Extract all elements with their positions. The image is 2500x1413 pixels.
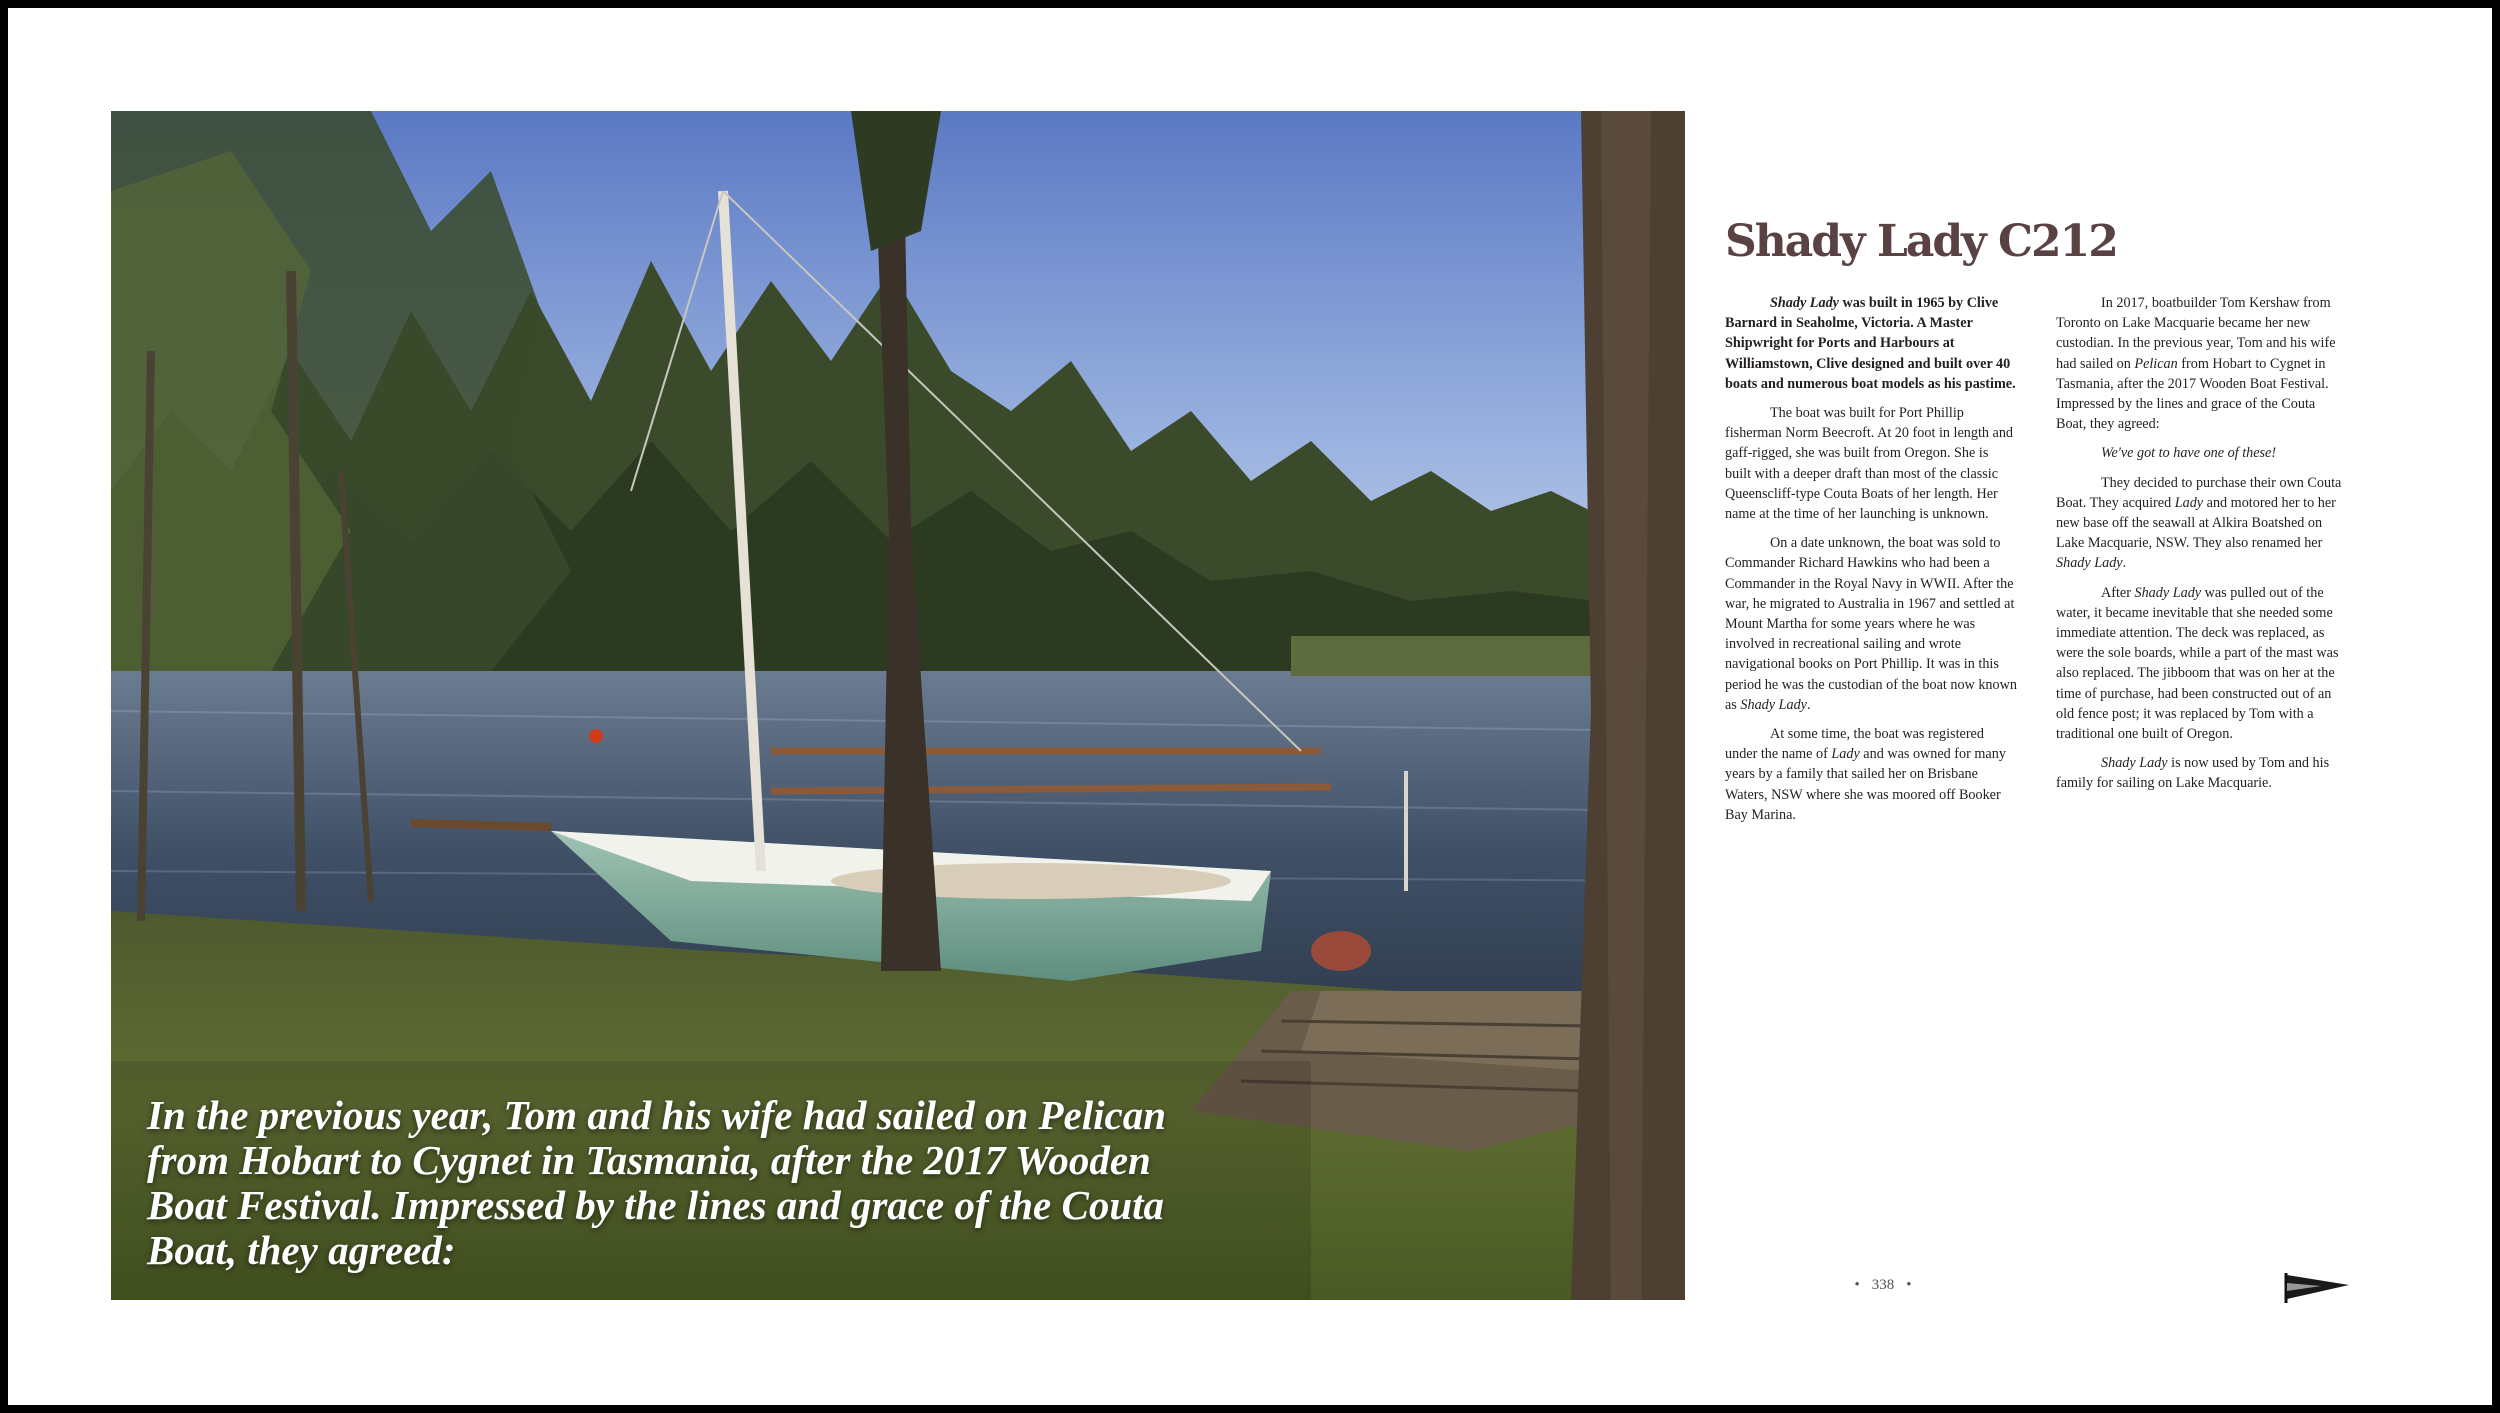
italic-run: Pelican: [2134, 355, 2178, 372]
text-run: .: [1806, 696, 1811, 713]
photo-caption: In the previous year, Tom and his wife had sailed on Pelican from Hobart to Cygnet in Tasmania, after the 2017 Wooden Boat Festival. Impressed by the lines and grace of the Couta Boat, they agreed:: [147, 1092, 1167, 1273]
article-paragraph: [1725, 533, 2017, 715]
page-folio: [1828, 1277, 1938, 1294]
text-run: from Hobart to Cygnet in Tasmania, after the 2017 Wooden Boat Festival. Impressed by the lines and grace of the Couta Boat, they agreed:: [2056, 355, 2329, 433]
article-paragraph: [2056, 753, 2348, 793]
article-paragraph: [1725, 724, 2017, 825]
article-paragraph: [2056, 583, 2348, 745]
page-number: 338: [1871, 1277, 1895, 1293]
italic-run: Shady Lady: [1740, 696, 1807, 713]
text-run: In 2017, boatbuilder Tom Kershaw from Toronto on Lake Macquarie became her new custodian. In the previous year, Tom and his wife had sailed on: [2056, 295, 2336, 372]
italic-run: Shady Lady: [1770, 295, 1839, 311]
pennant-flag-icon: [2283, 1271, 2353, 1305]
text-column-right: [2056, 293, 2348, 803]
article-paragraph: [2056, 473, 2348, 574]
text-run: On a date unknown, the boat was sold to Commander Richard Hawkins who had been a Commander in the Royal Navy in WWII. After the war, he migrated to Australia in 1967 and settled at Mount Martha for some years where he was involved in recreational sailing and wrote navigational books on Port Phillip. It was in this period he was the custodian of the boat now known as: [1725, 535, 2017, 713]
article-paragraph: [1725, 293, 2017, 394]
article-title: Shady Lady C212: [1725, 216, 2117, 267]
text-run: At some time, the boat was registered under the name of: [1725, 726, 1984, 763]
text-run: After: [2101, 584, 2135, 601]
text-run: .: [2122, 555, 2127, 572]
article-paragraph: [2056, 443, 2348, 463]
italic-run: Lady: [1831, 746, 1860, 763]
folio-separator: •: [1854, 1277, 1860, 1293]
boat-photograph: [111, 111, 1685, 1300]
text-run: They decided to purchase their own Couta Boat. They acquired: [2056, 474, 2342, 511]
text-run: was built in 1965 by Clive Barnard in Seaholme, Victoria. A Master Shipwright for Ports and Harbours at Williamstown, Clive designed and built over 40 boats and numerous boat models as his pastime.: [1725, 295, 2016, 392]
article-paragraph: [1725, 403, 2017, 524]
text-run: and motored her to her new base off the seawall at Alkira Boatshed on Lake Macquarie, NSW. They also renamed her: [2056, 494, 2336, 552]
italic-run: Shady Lady: [2134, 584, 2202, 601]
book-spread: [8, 8, 2492, 1405]
italic-run: Shady Lady: [2056, 555, 2123, 572]
text-run: We've got to have one of these!: [2101, 445, 2277, 462]
folio-separator: •: [1906, 1277, 1912, 1293]
text-column-left: [1725, 293, 2017, 834]
text-run: The boat was built for Port Phillip fisherman Norm Beecroft. At 20 foot in length and gaff-rigged, she was built from Oregon. She is built with a deeper draft than most of the classic Queenscliff-type Couta Boats of her length. Her name at the time of her launching is unknown.: [1725, 405, 2014, 523]
text-run: and was owned for many years by a family that sailed her on Brisbane Waters, NSW where she was moored off Booker Bay Marina.: [1725, 746, 2006, 823]
article-paragraph: [2056, 293, 2348, 434]
text-run: is now used by Tom and his family for sailing on Lake Macquarie.: [2056, 755, 2330, 792]
text-run: was pulled out of the water, it became inevitable that she needed some immediate attention. The deck was replaced, as were the sole boards, while a part of the mast was also replaced. The jibboom that was on her at the time of purchase, had been constructed out of an old fence post; it was replaced by Tom with a traditional one built of Oregon.: [2056, 584, 2339, 743]
italic-run: Shady Lady: [2101, 755, 2168, 772]
italic-run: Lady: [2174, 494, 2204, 511]
